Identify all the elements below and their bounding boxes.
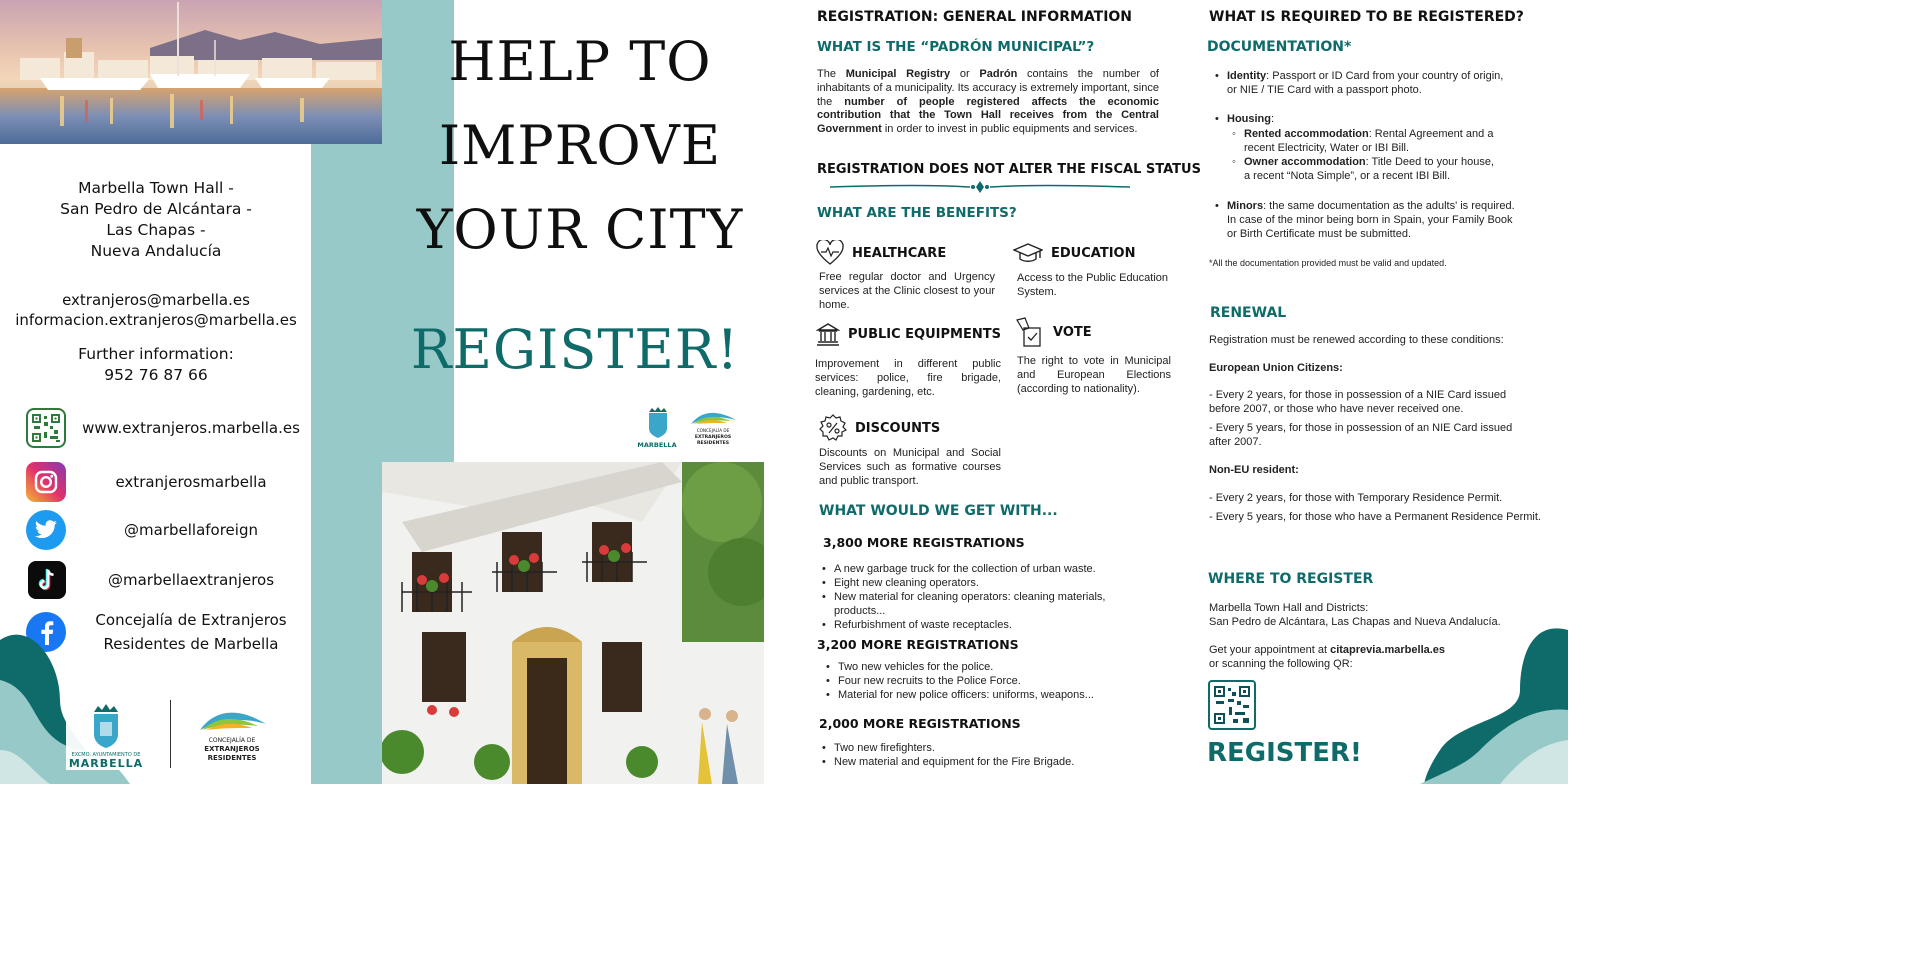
tiktok-row[interactable] [26, 560, 316, 600]
tiktok-icon [28, 561, 66, 599]
twitter-icon [26, 510, 66, 550]
text-run: number of people registered affects the economic contribution that the Town Hall receives from the Central Government [817, 95, 1159, 136]
documentation-heading: DOCUMENTATION* [1207, 39, 1352, 55]
list-item: • Two new vehicles for the police. [822, 660, 1122, 674]
list-item: • Material for new police officers: uniforms, weapons... [822, 688, 1122, 702]
where-address [1209, 601, 1529, 629]
logo-caption: EXTRANJEROS [204, 745, 260, 753]
town-line: San Pedro de Alcántara - [60, 200, 252, 218]
eu-citizens-heading: European Union Citizens: [1209, 362, 1343, 374]
appointment-link[interactable]: citaprevia.marbella.es [1330, 644, 1446, 656]
register-headline: REGISTER! [410, 318, 740, 381]
healthcare-heading [816, 240, 946, 266]
twitter-row[interactable] [26, 510, 316, 550]
registrations-heading: 3,800 MORE REGISTRATIONS [823, 535, 1025, 550]
list-item: • Refurbishment of waste receptacles. [818, 618, 1118, 632]
text-run: Get your appointment at [1209, 644, 1331, 656]
teal-side-strip [311, 144, 382, 784]
owner-item: ◦ Owner accommodation: Title Deed to your house, a recent “Nota Simple”, or a recent IBI Bill. [1232, 156, 1495, 182]
facebook-line: Concejalía de Extranjeros [95, 611, 287, 629]
town-hall-address [0, 178, 312, 262]
logo-caption: EXCMO. AYUNTAMIENTO DE [71, 752, 141, 758]
registrations-heading: 3,200 MORE REGISTRATIONS [817, 637, 1019, 652]
text-run: : the same documentation as the adults' is required. In case of the minor being born in Spain, your Family Book or Birth Certificate must be submitted. [1227, 200, 1515, 240]
benefit-description: Improvement in different public services: police, fire brigade, cleaning, gardening, etc. [815, 358, 1001, 398]
benefit-description: Free regular doctor and Urgency services at the Clinic closest to your home. [819, 271, 995, 311]
registrations-list [822, 660, 1122, 702]
logo-wordmark: MARBELLA [637, 441, 677, 449]
tiktok-handle[interactable]: @marbellaextranjeros [107, 571, 275, 589]
headline-line: HELP TO [448, 30, 712, 93]
list-item: • Two new firefighters. [818, 741, 1118, 755]
text-run: Owner accommodation [1244, 156, 1366, 168]
marbella-small-logo [632, 404, 682, 450]
graduation-cap-icon [1013, 241, 1043, 265]
non-eu-rule: - Every 5 years, for those who have a Permanent Residence Permit. [1209, 511, 1541, 523]
instagram-row[interactable] [26, 462, 316, 502]
text-run: : Passport or ID Card from your country of origin, or NIE / TIE Card with a passport photo. [1227, 70, 1504, 96]
eu-rule: - Every 2 years, for those in possession of a NIE Card issued before 2007, or those who have never received one. [1209, 389, 1507, 415]
email-list [0, 290, 312, 330]
identity-item: • Identity: Passport or ID Card from your country of origin, or NIE / TIE Card with a passport photo. [1215, 70, 1504, 96]
benefit-description: Access to the Public Education System. [1017, 272, 1169, 298]
education-heading [1013, 241, 1135, 265]
twitter-handle[interactable]: @marbellaforeign [124, 521, 258, 539]
register-call-to-action: REGISTER! [1207, 738, 1362, 768]
get-with-heading: WHAT WOULD WE GET WITH... [819, 503, 1058, 519]
further-label: Further information: [78, 345, 234, 363]
benefit-title: VOTE [1053, 324, 1092, 340]
padron-question: WHAT IS THE “PADRÓN MUNICIPAL”? [817, 39, 1095, 55]
email-link[interactable]: informacion.extranjeros@marbella.es [15, 311, 297, 329]
text-run: in order to invest in public equipments and services. [881, 123, 1138, 136]
appointment-qr-code[interactable] [1208, 680, 1256, 730]
instagram-handle[interactable]: extranjerosmarbella [115, 473, 267, 491]
ornament-divider [830, 180, 1130, 194]
text-run: Identity [1227, 70, 1267, 82]
marbella-city-logo [66, 696, 146, 770]
list-item: • Four new recruits to the Police Force. [822, 674, 1122, 688]
text-run: Rented accommodation [1244, 128, 1369, 140]
registrations-list [818, 741, 1118, 769]
benefit-title: HEALTHCARE [852, 245, 947, 261]
benefits-question: WHAT ARE THE BENEFITS? [817, 205, 1017, 221]
town-line: Nueva Andalucía [90, 242, 222, 260]
phone-number[interactable]: 952 76 87 66 [104, 366, 208, 384]
renewal-heading: RENEWAL [1210, 305, 1287, 321]
building-icon [816, 322, 840, 346]
town-hall-building-photo [382, 462, 764, 784]
list-item: • Eight new cleaning operators. [818, 576, 1118, 590]
marina-photo [0, 0, 382, 144]
fiscal-status-heading: REGISTRATION DOES NOT ALTER THE FISCAL STATUS [817, 162, 1201, 177]
text-run: : [1271, 113, 1275, 125]
discounts-heading [819, 414, 940, 442]
eu-rule: - Every 5 years, for those in possession of an NIE Card issued after 2007. [1209, 422, 1513, 448]
email-link[interactable]: extranjeros@marbella.es [62, 291, 250, 309]
headline-line: IMPROVE [438, 114, 722, 177]
text-run: Housing [1227, 113, 1271, 125]
town-line: Las Chapas - [106, 221, 206, 239]
non-eu-rule: - Every 2 years, for those with Temporary Residence Permit. [1209, 492, 1503, 504]
appointment-info [1209, 643, 1529, 671]
general-info-title: REGISTRATION: GENERAL INFORMATION [817, 9, 1133, 25]
non-eu-heading: Non-EU resident: [1209, 464, 1299, 476]
website-row[interactable] [26, 408, 316, 448]
ballot-icon [1015, 316, 1045, 348]
address-line: San Pedro de Alcántara, Las Chapas and Nueva Andalucía. [1209, 616, 1501, 628]
logo-caption: RESIDENTES [207, 754, 257, 762]
concejalia-logo [196, 706, 268, 764]
list-item: • New material for cleaning operators: cleaning materials, products... [818, 590, 1118, 618]
text-run: : Rental Agreement and a recent Electricity, Water or IBI Bill. [1244, 128, 1494, 154]
benefit-description: Discounts on Municipal and Social Services such as formative courses and public transport. [819, 447, 1001, 487]
facebook-line: Residentes de Marbella [103, 635, 279, 653]
text-run: Municipal Registry [845, 68, 951, 80]
town-line: Marbella Town Hall - [78, 179, 234, 197]
text-run: Padrón [979, 68, 1018, 80]
instagram-icon [26, 462, 66, 502]
where-to-register-heading: WHERE TO REGISTER [1208, 571, 1374, 587]
heart-icon [816, 240, 844, 266]
documentation-note: *All the documentation provided must be valid and updated. [1209, 258, 1447, 268]
text-run: or scanning the following QR: [1209, 658, 1353, 670]
registrations-heading: 2,000 MORE REGISTRATIONS [819, 716, 1021, 731]
list-item: • A new garbage truck for the collection of urban waste. [818, 562, 1118, 576]
rented-item: ◦ Rented accommodation: Rental Agreement and a recent Electricity, Water or IBI Bill. [1232, 128, 1494, 154]
logo-caption: CONCEJALÍA DE [696, 428, 730, 433]
logo-wordmark: MARBELLA [68, 757, 144, 770]
padron-description [817, 68, 1159, 137]
address-line: Marbella Town Hall and Districts: [1209, 602, 1369, 614]
further-information [0, 344, 312, 386]
website-link[interactable]: www.extranjeros.marbella.es [82, 419, 300, 437]
text-run: Minors [1227, 200, 1264, 212]
list-item: • New material and equipment for the Fire Brigade. [818, 755, 1118, 769]
logo-divider [170, 700, 171, 768]
benefit-title: EDUCATION [1051, 245, 1136, 261]
benefit-title: PUBLIC EQUIPMENTS [848, 326, 1001, 342]
housing-item: • Housing: [1215, 113, 1275, 125]
text-run: or [950, 68, 980, 80]
benefit-title: DISCOUNTS [855, 420, 941, 436]
logo-caption: RESIDENTES [696, 441, 730, 446]
text-run: The [817, 68, 846, 80]
qr-code-icon [26, 408, 66, 448]
headline-line: YOUR CITY [416, 198, 744, 261]
concejalia-small-logo [688, 408, 738, 448]
logo-caption: EXTRANJEROS [694, 435, 732, 440]
logo-caption: CONCEJALÍA DE [208, 737, 256, 744]
public-equipments-heading [816, 322, 1001, 346]
renewal-intro: Registration must be renewed according to these conditions: [1209, 334, 1504, 346]
benefit-description: The right to vote in Municipal and European Elections (according to nationality). [1017, 355, 1171, 395]
text-run: : Title Deed to your house, a recent “Nota Simple”, or a recent IBI Bill. [1244, 156, 1495, 182]
registrations-list [818, 562, 1118, 632]
minors-item: • Minors: the same documentation as the adults' is required. In case of the minor being born in Spain, your Family Book or Birth Certificate must be submitted. [1215, 200, 1515, 240]
requirements-title: WHAT IS REQUIRED TO BE REGISTERED? [1209, 9, 1524, 25]
discount-badge-icon [819, 414, 847, 442]
vote-heading [1015, 316, 1092, 348]
text-run: contains the number of inhabitants of a municipality. Its accuracy is extremely important, since the [817, 68, 1159, 108]
